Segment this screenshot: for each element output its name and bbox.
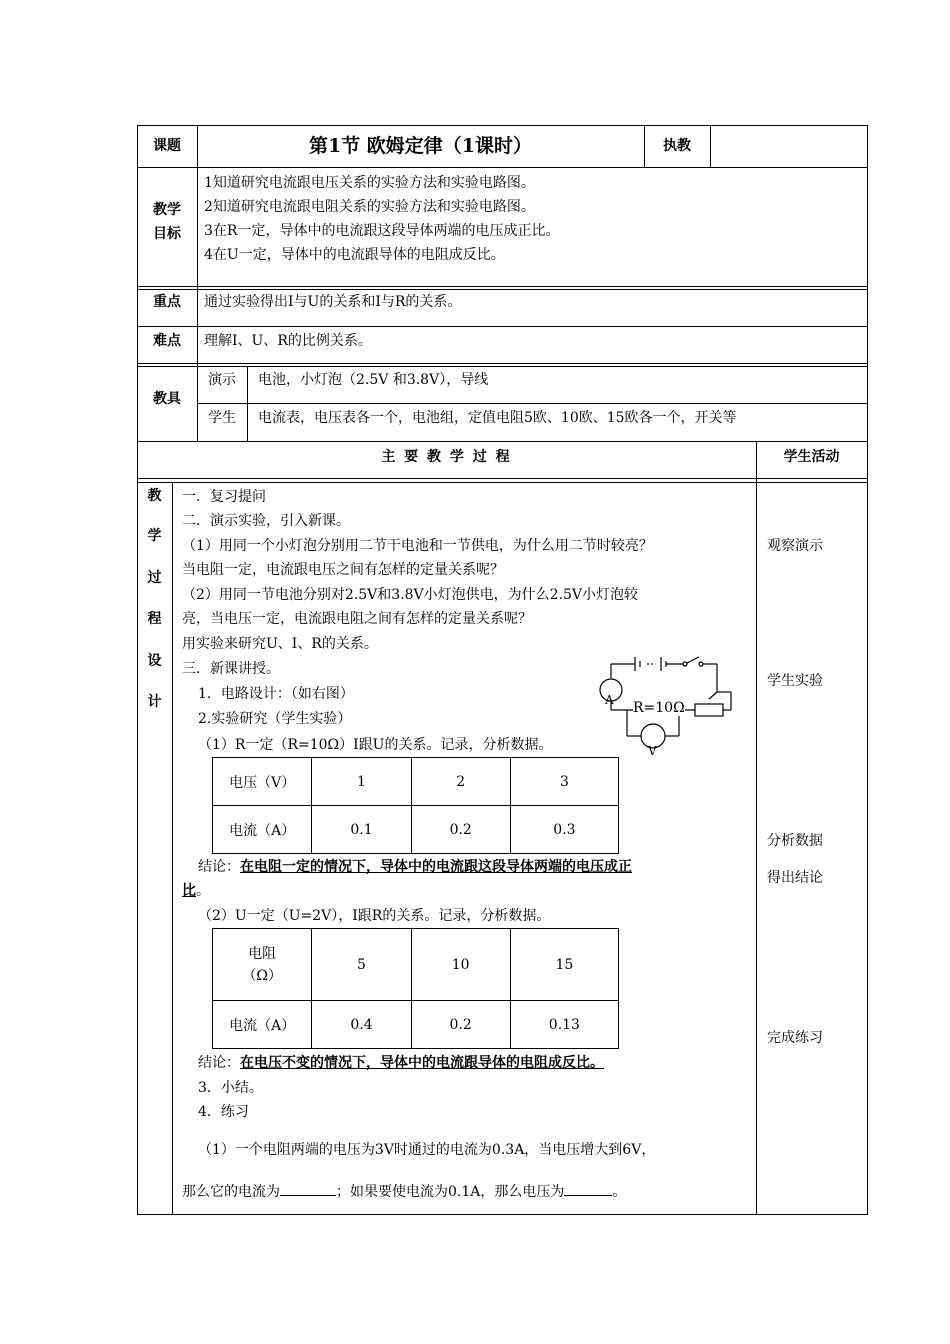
objective-item-2: 2知道研究电流跟电阻关系的实验方法和实验电路图。: [204, 199, 535, 215]
circuit-resistor-label: R=10Ω: [633, 700, 685, 716]
topic-label: 课题: [153, 138, 181, 154]
process-line-4: 当电阻一定，电流跟电压之间有怎样的定量关系呢？: [182, 562, 504, 578]
tools-student-text: 电流表，电压表各一个，电池组，定值电阻5欧、10欧、15欧各一个，开关等: [258, 410, 737, 426]
conclusion-1-prefix: 结论：: [198, 859, 240, 875]
activity-draw-conclusion: 得出结论: [767, 870, 823, 886]
difficulty-text: 理解I、U、R的比例关系。: [204, 333, 372, 349]
table1-voltage-2: 2: [411, 758, 510, 806]
tools-demo-text: 电池，小灯泡（2.5V 和3.8V），导线: [258, 372, 489, 388]
table1-current-1: 0.1: [312, 806, 411, 854]
circuit-voltmeter-label: V: [648, 744, 657, 758]
conclusion-1-line-2: [182, 881, 210, 901]
process-line-2: 二．演示实验，引入新课。: [182, 513, 350, 529]
table-row: [213, 806, 619, 854]
table2-label-resistance: [213, 929, 312, 1001]
conclusion-1-suffix: 。: [196, 883, 210, 899]
tools-label: 教具: [153, 391, 181, 407]
process-vertical-label-1: 教: [147, 488, 162, 504]
conclusion-1-line-1: [198, 857, 632, 877]
process-line-19: [182, 1181, 626, 1202]
process-line-11: （1）R一定（R=10Ω）I跟U的关系。记录，分析数据。: [198, 737, 553, 753]
data-table-1: [212, 757, 619, 854]
process-line-18: （1）一个电阻两端的电压为3V时通过的电流为0.3A，当电压增大到6V，: [198, 1142, 656, 1158]
process-header-side: 学生活动: [783, 449, 840, 465]
process-line-8: 三．新课讲授。: [182, 661, 280, 677]
process-header-main: 主 要 教 学 过 程: [381, 449, 512, 465]
exercise-text-c: 。: [612, 1184, 627, 1200]
process-line-17: 4．练习: [198, 1104, 249, 1120]
conclusion-2-prefix: 结论：: [198, 1055, 240, 1071]
process-line-6: 亮，当电压一定，电流跟电阻之间有怎样的定量关系呢？: [182, 611, 532, 627]
conclusion-1-text: 在电阻一定的情况下，导体中的电流跟这段导体两端的电压成正: [240, 859, 632, 875]
conclusion-2: [198, 1053, 604, 1073]
table2-resistance-2: 10: [411, 929, 510, 1001]
process-line-10: 2.实验研究（学生实验）: [198, 711, 352, 727]
table1-voltage-3: 3: [510, 758, 618, 806]
process-line-1: 一．复习提问: [182, 489, 266, 505]
process-line-9: 1．电路设计：（如右图）: [198, 686, 354, 702]
exercise-text-b: ；如果要使电流为0.1A，那么电压为: [336, 1184, 565, 1200]
process-line-5: （2）用同一节电池分别对2.5V和3.8V小灯泡供电，为什么2.5V小灯泡较: [182, 587, 639, 603]
table2-current-3: 0.13: [510, 1001, 618, 1049]
process-line-14: （2）U一定（U=2V），I跟R的关系。记录，分析数据。: [198, 908, 551, 924]
table2-resistance-3: 15: [510, 929, 618, 1001]
tools-student-label: 学生: [208, 410, 236, 426]
key-point-text: 通过实验得出I与U的关系和I与R的关系。: [204, 294, 462, 310]
activity-complete-exercise: 完成练习: [767, 1030, 823, 1046]
process-vertical-label-3: 过: [147, 570, 162, 586]
objectives-label-line1: 教学: [153, 202, 181, 218]
table-row: [213, 758, 619, 806]
table2-current-1: 0.4: [312, 1001, 411, 1049]
table1-voltage-1: 1: [312, 758, 411, 806]
table2-label-resistance-line2: （Ω）: [242, 967, 282, 984]
objective-item-1: 1知道研究电流跟电压关系的实验方法和实验电路图。: [204, 175, 535, 191]
process-vertical-label-2: 学: [147, 528, 162, 544]
page-title: 第1节 欧姆定律（1课时）: [308, 135, 533, 157]
process-line-16: 3．小结。: [198, 1080, 263, 1096]
data-table-2: [212, 928, 619, 1049]
table-row: [213, 1001, 619, 1049]
objective-item-4: 4在U一定，导体中的电流跟导体的电阻成反比。: [204, 247, 505, 263]
process-line-7: 用实验来研究U、I、R的关系。: [182, 636, 378, 652]
key-point-label: 重点: [153, 294, 181, 310]
teacher-label: 执教: [663, 138, 691, 154]
table1-current-2: 0.2: [411, 806, 510, 854]
process-vertical-label-4: 程: [147, 611, 162, 627]
activity-analyze-data: 分析数据: [767, 833, 823, 849]
circuit-ammeter-label: A: [605, 693, 614, 707]
tools-demo-label: 演示: [208, 372, 236, 388]
table2-current-2: 0.2: [411, 1001, 510, 1049]
objectives-label-line2: 目标: [153, 226, 181, 242]
conclusion-1-text-end: 比: [182, 883, 196, 899]
table1-current-3: 0.3: [510, 806, 618, 854]
table1-label-voltage: 电压（V）: [213, 758, 312, 806]
table2-resistance-1: 5: [312, 929, 411, 1001]
table2-label-current: 电流（A）: [213, 1001, 312, 1049]
table1-label-current: 电流（A）: [213, 806, 312, 854]
exercise-blank-current[interactable]: [280, 1181, 336, 1196]
exercise-blank-voltage[interactable]: [564, 1181, 612, 1196]
process-vertical-label-6: 计: [147, 694, 162, 710]
activity-observe-demo: 观察演示: [767, 538, 823, 554]
conclusion-2-text: 在电压不变的情况下，导体中的电流跟导体的电阻成反比。: [240, 1055, 604, 1071]
activity-student-experiment: 学生实验: [767, 673, 823, 689]
process-line-3: （1）用同一个小灯泡分别用二节干电池和一节供电，为什么用二节时较亮？: [182, 538, 653, 554]
difficulty-label: 难点: [153, 333, 181, 349]
table2-label-resistance-line1: 电阻: [248, 945, 277, 962]
objective-item-3: 3在R一定，导体中的电流跟这段导体两端的电压成正比。: [204, 223, 560, 239]
process-vertical-label-5: 设: [147, 653, 162, 669]
exercise-text-a: 那么它的电流为: [182, 1184, 280, 1200]
table-row: [213, 929, 619, 1001]
